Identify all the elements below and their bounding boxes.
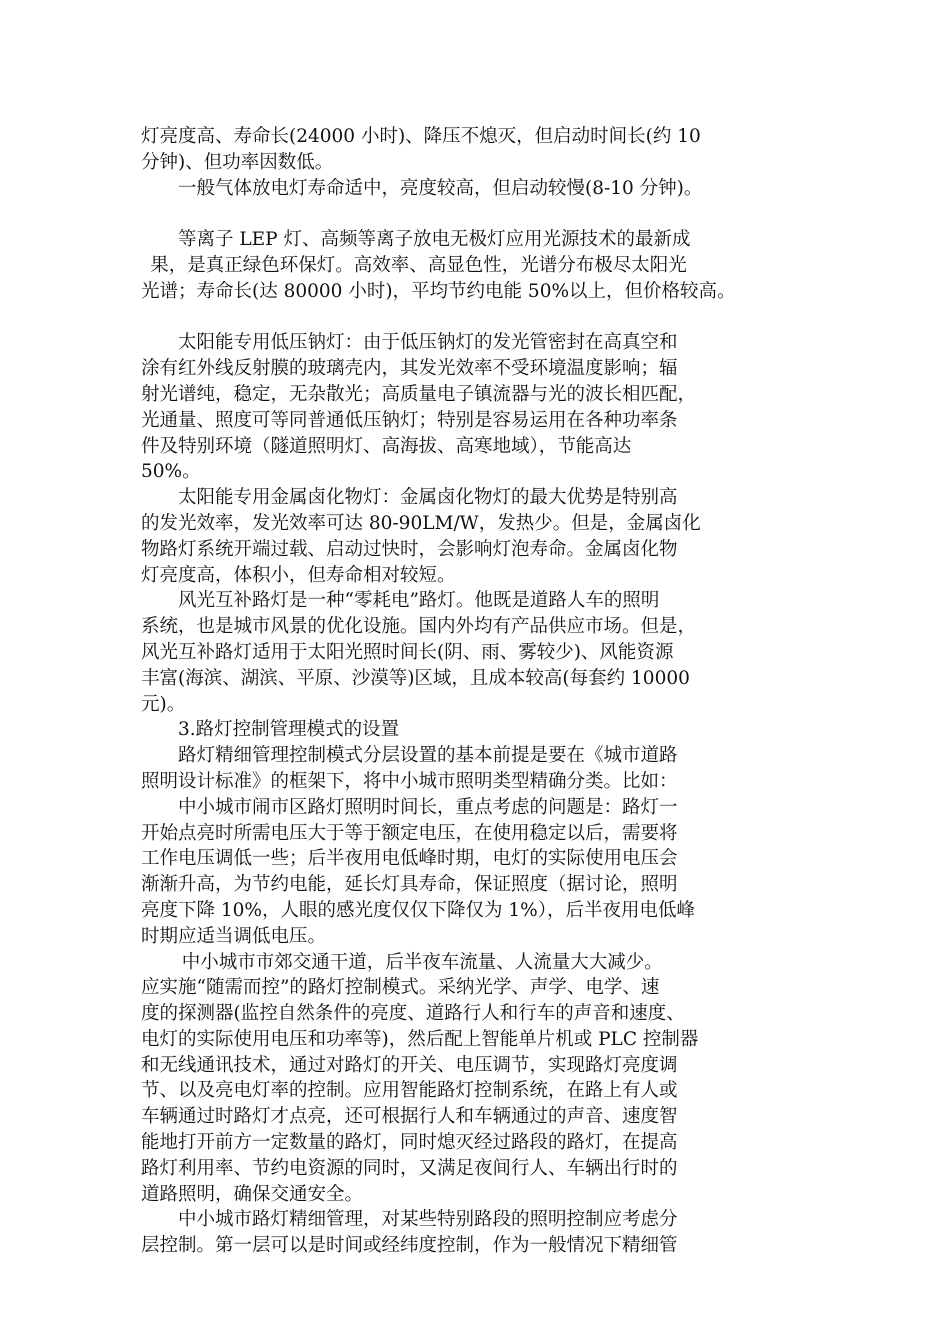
text-line: 物路灯系统开端过载、启动过快时，会影响灯泡寿命。金属卤化物: [141, 538, 678, 560]
text-line: 果，是真正绿色环保灯。高效率、高显色性，光谱分布极尽太阳光: [150, 254, 687, 276]
paragraph: [141, 227, 821, 304]
text-line: 风光互补路灯适用于太阳光照时间长(阴、雨、雾较少)、风能资源: [141, 641, 674, 663]
paragraph: [141, 176, 821, 202]
text-line: 光通量、照度可等同普通低压钠灯；特别是容易运用在各种功率条: [141, 409, 678, 431]
text-line: 元)。: [141, 693, 186, 715]
text-line: 节、以及亮电灯率的控制。应用智能路灯控制系统，在路上有人或: [141, 1080, 678, 1102]
paragraph: [141, 743, 821, 795]
text-line: 分钟)、但功率因数低。: [141, 151, 334, 173]
text-line: 和无线通讯技术，通过对路灯的开关、电压调节，实现路灯亮度调: [141, 1054, 678, 1076]
text-line: 3.路灯控制管理模式的设置: [178, 719, 400, 741]
text-line: 度的探测器(监控自然条件的亮度、道路行人和行车的声音和速度、: [141, 1003, 685, 1025]
text-line: 风光互补路灯是一种“零耗电”路灯。他既是道路人车的照明: [178, 590, 660, 612]
text-line: 工作电压调低一些；后半夜用电低峰时期，电灯的实际使用电压会: [141, 848, 678, 870]
text-line: 渐渐升高，为节约电能，延长灯具寿命，保证照度（据讨论，照明: [141, 874, 678, 896]
paragraph-gap: [141, 201, 821, 227]
text-line: 电灯的实际使用电压和功率等)，然后配上智能单片机或 PLC 控制器: [141, 1028, 699, 1050]
paragraph: [141, 795, 821, 950]
text-line: 灯亮度高、寿命长(24000 小时)、降压不熄灭，但启动时间长(约 10: [141, 126, 701, 147]
text-line: 光谱；寿命长(达 80000 小时)，平均节约电能 50%以上，但价格较高。: [141, 280, 736, 302]
paragraph: [141, 330, 821, 485]
text-line: 车辆通过时路灯才点亮，还可根据行人和车辆通过的声音、速度智: [141, 1106, 678, 1128]
text-line: 中小城市市郊交通干道，后半夜车流量、人流量大大减少。: [181, 951, 663, 973]
text-line: 灯亮度高，体积小，但寿命相对较短。: [141, 564, 456, 586]
text-line: 等离子 LEP 灯、高频等离子放电无极灯应用光源技术的最新成: [178, 229, 691, 251]
text-line: 的发光效率，发光效率可达 80-90LM/W，发热少。但是，金属卤化: [141, 512, 701, 534]
text-line: 照明设计标准》的框架下，将中小城市照明类型精确分类。比如：: [141, 770, 678, 792]
text-line: 层控制。第一层可以是时间或经纬度控制，作为一般情况下精细管: [141, 1235, 678, 1257]
text-line: 涂有红外线反射膜的玻璃壳内，其发光效率不受环境温度影响；辐: [141, 358, 678, 380]
text-line: 50%。: [141, 461, 201, 483]
text-line: 能地打开前方一定数量的路灯，同时熄灭经过路段的路灯，在提高: [141, 1132, 678, 1154]
document-body: [141, 124, 821, 1259]
text-line: 太阳能专用低压钠灯：由于低压钠灯的发光管密封在高真空和: [178, 332, 678, 354]
text-line: 应实施“随需而控”的路灯控制模式。采纳光学、声学、电学、速: [141, 977, 660, 999]
paragraph: [141, 1207, 821, 1259]
text-line: 路灯利用率、节约电资源的同时，又满足夜间行人、车辆出行时的: [141, 1157, 678, 1179]
paragraph: [141, 485, 821, 588]
text-line: 丰富(海滨、湖滨、平原、沙漠等)区域，且成本较高(每套约 10000: [141, 667, 690, 689]
text-line: 件及特别环境（隧道照明灯、高海拔、高寒地域），节能高达: [141, 435, 632, 457]
text-line: 系统，也是城市风景的优化设施。国内外均有产品供应市场。但是，: [141, 616, 697, 638]
paragraph: [141, 124, 821, 176]
text-line: 道路照明，确保交通安全。: [141, 1183, 364, 1205]
text-line: 亮度下降 10%，人眼的感光度仅仅下降仅为 1%），后半夜用电低峰: [141, 899, 695, 921]
text-line: 射光谱纯，稳定，无杂散光；高质量电子镇流器与光的波长相匹配，: [141, 383, 697, 405]
text-line: 路灯精细管理控制模式分层设置的基本前提是要在《城市道路: [178, 745, 678, 767]
text-line: 中小城市闹市区路灯照明时间长，重点考虑的问题是：路灯一: [178, 796, 678, 818]
paragraph: [141, 950, 821, 1208]
paragraph: [141, 717, 821, 743]
text-line: 中小城市路灯精细管理，对某些特别路段的照明控制应考虑分: [178, 1209, 678, 1231]
text-line: 开始点亮时所需电压大于等于额定电压，在使用稳定以后，需要将: [141, 822, 678, 844]
text-line: 太阳能专用金属卤化物灯：金属卤化物灯的最大优势是特别高: [178, 487, 678, 509]
paragraph: [141, 588, 821, 717]
text-line: 一般气体放电灯寿命适中，亮度较高，但启动较慢(8-10 分钟)。: [178, 177, 703, 199]
text-line: 时期应适当调低电压。: [141, 925, 327, 947]
paragraph-gap: [141, 305, 821, 331]
